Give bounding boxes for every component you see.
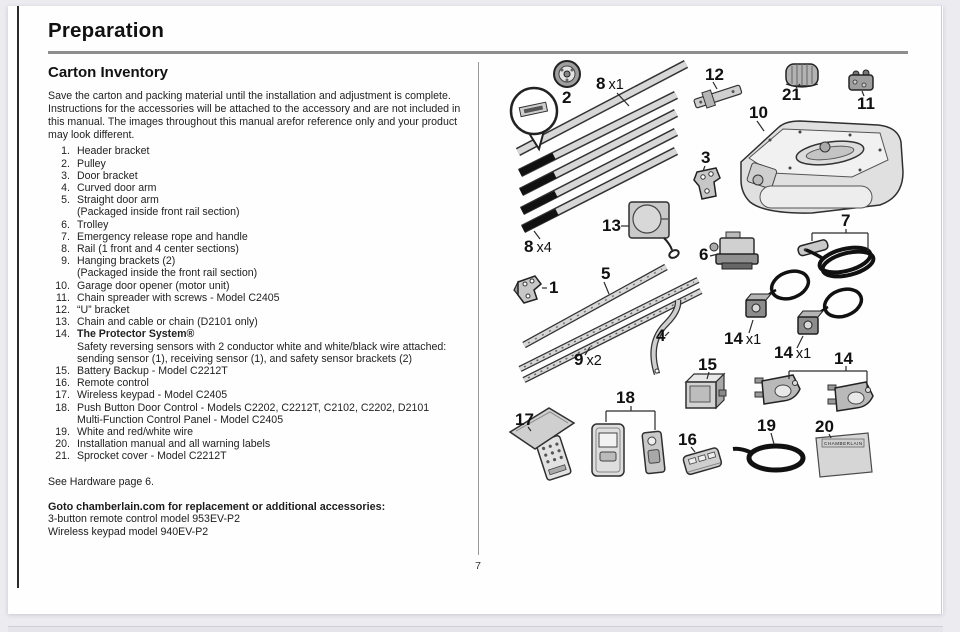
part-text: Remote control <box>77 377 149 390</box>
manual-brand-label: CHAMBERLAIN <box>824 441 863 446</box>
section-title: Carton Inventory <box>48 64 169 81</box>
diagram-label-7: 7 <box>841 211 851 230</box>
page-border-line <box>17 6 19 588</box>
diagram-label-19: 19 <box>757 416 776 435</box>
part-text: Chain spreader with screws - Model C2405 <box>77 291 280 304</box>
diagram-label-9: 9 x2 <box>574 350 602 369</box>
text-column <box>48 20 479 538</box>
release-handle-rope-illustration <box>797 239 876 281</box>
part-item <box>48 231 479 243</box>
part-item <box>48 158 479 170</box>
diagram-label-16: 16 <box>678 430 697 449</box>
part-item <box>48 450 479 462</box>
part-text: “U” bracket <box>77 304 130 317</box>
part-number: 12. <box>55 304 70 317</box>
u-bracket-illustration <box>692 81 743 111</box>
see-hardware-note: See Hardware page 6. <box>48 475 155 488</box>
installation-manual-illustration <box>816 433 872 477</box>
part-text: Straight door arm <box>77 194 159 207</box>
part-number: 15. <box>55 365 70 378</box>
diagram-label-8: 8 x4 <box>524 237 552 256</box>
part-note <box>48 267 479 279</box>
part-item <box>48 328 479 340</box>
part-item <box>48 243 479 255</box>
part-text: Push Button Door Control - Models C2202, C2212T, C2102, C2202, D2101 <box>77 401 430 414</box>
diagram-label-10: 10 <box>749 103 768 122</box>
diagram-label-2: 2 <box>562 88 572 107</box>
diagram-label-14: 14 x1 <box>724 329 762 348</box>
part-number: 6. <box>61 218 70 231</box>
accessories-heading: Goto chamberlain.com for replacement or additional accessories: <box>48 500 386 513</box>
part-text: Sprocket cover - Model C2212T <box>77 450 227 463</box>
part-item <box>48 170 479 182</box>
diagram-label-18: 18 <box>616 388 635 407</box>
sensor-brackets-illustration <box>755 375 873 411</box>
part-number: 20. <box>55 438 70 451</box>
sprocket-cover-illustration <box>786 63 818 87</box>
part-number: 13. <box>55 316 70 329</box>
next-page-edge <box>8 626 943 632</box>
part-item <box>48 219 479 231</box>
part-number: 11. <box>56 291 70 304</box>
diagram-label-17: 17 <box>515 410 534 429</box>
part-number: 21. <box>55 450 70 463</box>
part-item <box>48 255 479 267</box>
part-item <box>48 304 479 316</box>
part-text: Garage door opener (motor unit) <box>77 279 230 292</box>
part-note <box>48 341 479 365</box>
title-rule <box>48 51 908 54</box>
part-item <box>48 280 479 292</box>
part-number: 5. <box>61 194 70 207</box>
column-divider <box>478 62 479 555</box>
part-note-text: Safety reversing sensors with 2 conductor white and white/black wire attached: sending sensor (1), receiving sensor (1), and safety sensor brackets (2) <box>77 340 447 365</box>
diagram-label-5: 5 <box>601 264 611 283</box>
part-number: 8. <box>61 243 70 255</box>
part-text: Pulley <box>77 157 106 170</box>
part-text: Rail (1 front and 4 center sections) <box>77 243 239 255</box>
part-item <box>48 194 479 206</box>
part-item <box>48 292 479 304</box>
diagram-label-14: 14 x1 <box>774 343 812 362</box>
accessory-line-2: Wireless keypad model 940EV-P2 <box>48 525 209 538</box>
part-note-text: Multi-Function Control Panel - Model C2405 <box>77 413 284 426</box>
part-text: Emergency release rope and handle <box>77 230 248 243</box>
part-note <box>48 414 479 426</box>
diagram-label-12: 12 <box>705 65 724 84</box>
chain-reel-illustration <box>629 202 680 260</box>
part-number: 4. <box>61 181 70 194</box>
page-title: Preparation <box>48 19 165 42</box>
part-number: 14. <box>55 328 70 341</box>
part-item <box>48 389 479 401</box>
part-item <box>48 402 479 414</box>
part-text: White and red/white wire <box>77 426 193 439</box>
remote-control-illustration <box>682 447 722 475</box>
part-number: 3. <box>61 169 70 182</box>
part-text: Hanging brackets (2) <box>77 255 176 268</box>
wire-coil-illustration <box>733 446 803 470</box>
header-bracket-illustration <box>514 276 541 303</box>
part-number: 16. <box>55 377 70 390</box>
diagram-label-4: 4 <box>656 326 666 345</box>
part-number: 1. <box>61 145 70 158</box>
part-text: Trolley <box>77 218 109 231</box>
diagram-label-15: 15 <box>698 355 717 374</box>
diagram-label-21: 21 <box>782 85 801 104</box>
trolley-illustration <box>710 232 758 269</box>
part-number: 17. <box>55 389 70 402</box>
diagram-label-20: 20 <box>815 417 834 436</box>
motor-unit-illustration <box>741 121 903 213</box>
diagram-label-1: 1 <box>549 278 559 297</box>
diagram-label-14: 14 <box>834 349 853 368</box>
chain-spreader-illustration <box>849 70 873 90</box>
intro-text: Save the carton and packing material until the installation and adjustment is complete. Instructions for the accessories will be attached to the accessory and are not included in this manual. The images throughout this manual arefor reference only and your product may look different. <box>48 90 461 142</box>
part-item <box>48 316 479 328</box>
part-text: Door bracket <box>77 169 138 182</box>
part-number: 2. <box>61 157 70 170</box>
part-text: Battery Backup - Model C2212T <box>77 365 228 378</box>
door-bracket-illustration <box>694 168 720 199</box>
part-note-text: (Packaged inside the front rail section) <box>77 267 258 280</box>
part-number: 19. <box>55 426 70 439</box>
part-note <box>48 206 479 218</box>
diagram-label-11: 11 <box>857 94 875 113</box>
diagram-label-13: 13 <box>602 216 621 235</box>
part-item <box>48 438 479 450</box>
part-item <box>48 426 479 438</box>
parts-list <box>48 145 479 462</box>
part-number: 9. <box>61 255 70 268</box>
part-text: Curved door arm <box>77 181 157 194</box>
diagram-label-3: 3 <box>701 148 711 167</box>
page-number: 7 <box>475 560 481 572</box>
part-note-text: (Packaged inside front rail section) <box>77 206 240 219</box>
parts-diagram <box>480 55 950 567</box>
part-text: Installation manual and all warning labels <box>77 438 271 451</box>
part-text: Wireless keypad - Model C2405 <box>77 389 228 402</box>
part-item <box>48 377 479 389</box>
part-item <box>48 182 479 194</box>
battery-backup-illustration <box>686 374 726 408</box>
part-item <box>48 145 479 157</box>
diagram-label-8: 8 x1 <box>596 74 624 93</box>
part-text: The Protector System® <box>77 328 195 341</box>
part-number: 18. <box>55 401 70 414</box>
door-controls-illustration <box>592 424 665 476</box>
diagram-label-6: 6 <box>699 245 709 264</box>
part-item <box>48 365 479 377</box>
part-text: Chain and cable or chain (D2101 only) <box>77 316 258 329</box>
part-number: 7. <box>61 230 70 243</box>
part-number: 10. <box>55 279 70 292</box>
pulley-illustration <box>554 61 580 87</box>
accessory-line-1: 3-button remote control model 953EV-P2 <box>48 513 240 526</box>
part-text: Header bracket <box>77 145 150 158</box>
